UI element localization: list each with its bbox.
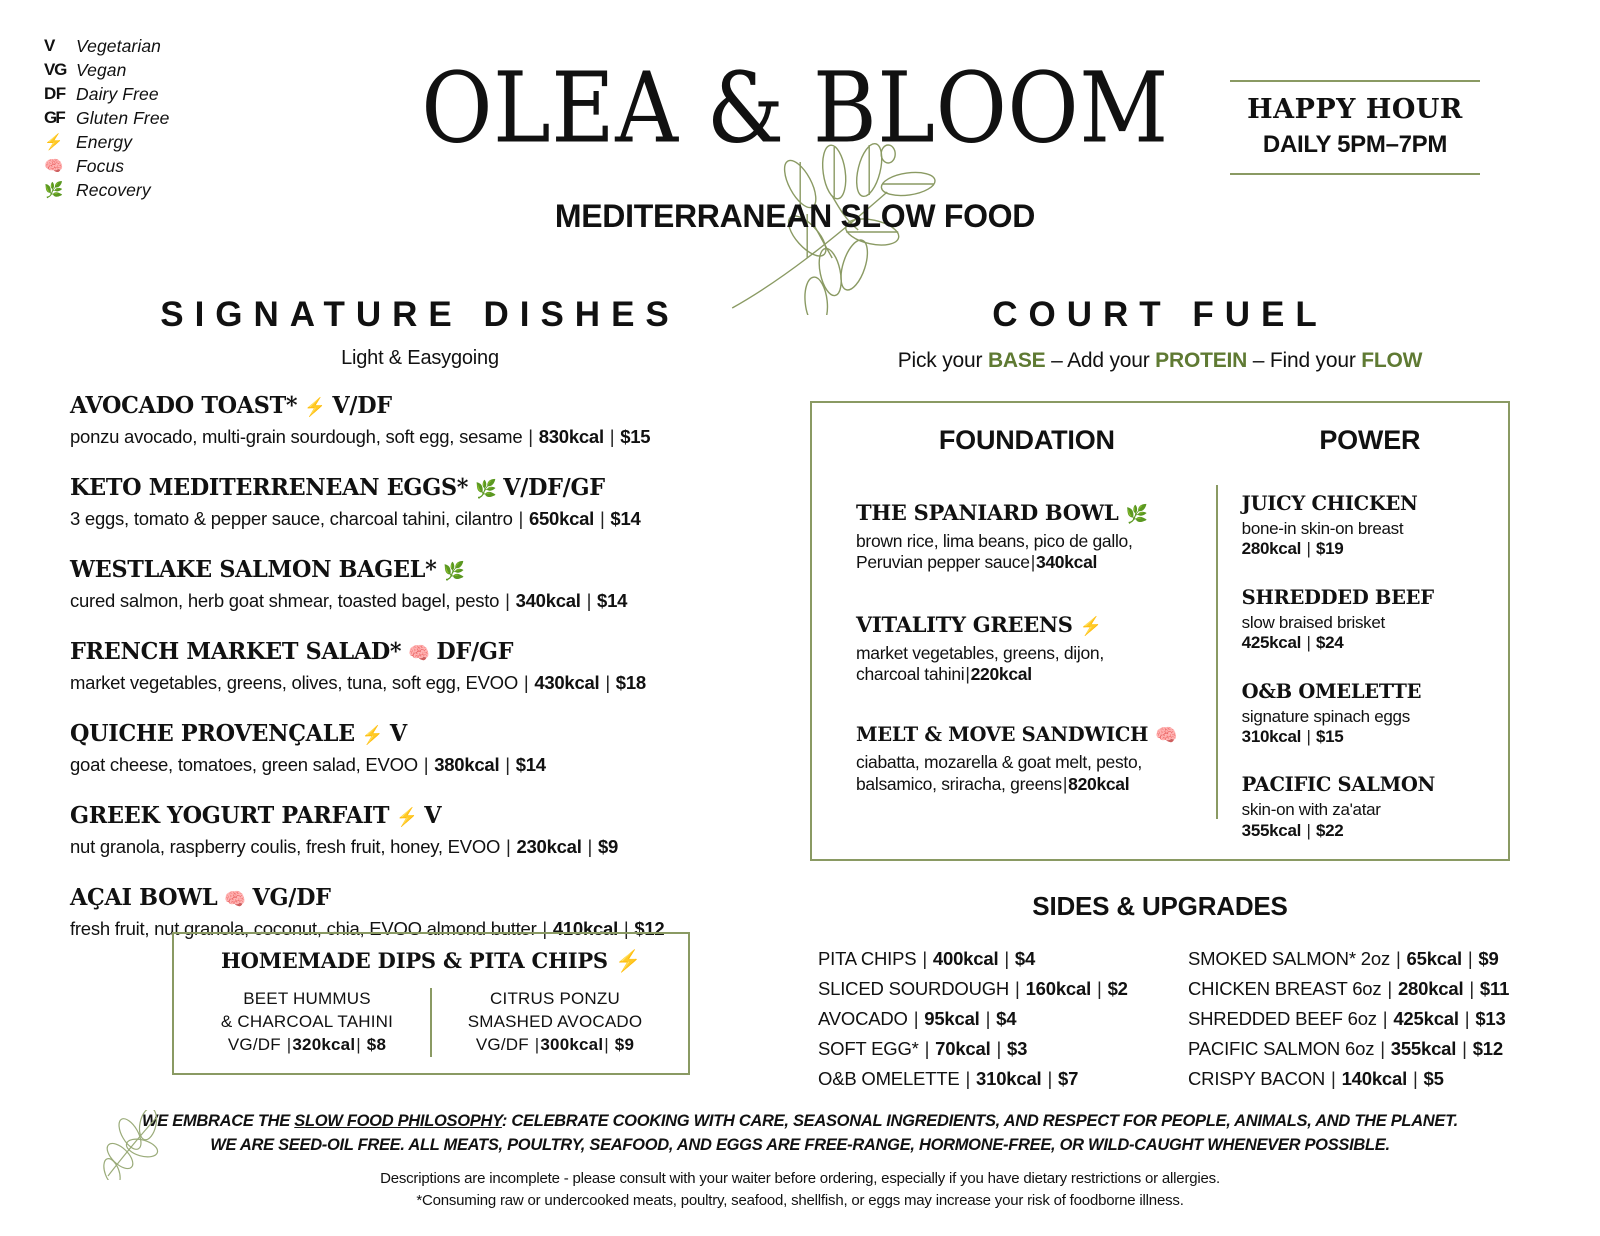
legend-item-gluten-free xyxy=(44,106,170,130)
dish-title: WESTLAKE SALMON BAGEL* xyxy=(70,556,437,583)
power-column xyxy=(1216,425,1508,859)
legend-label-vegetarian: Vegetarian xyxy=(76,35,161,56)
dish-price: $12 xyxy=(634,918,665,939)
dish-price: $15 xyxy=(620,426,651,447)
side-calories: 160kcal xyxy=(1025,977,1092,999)
separator: | xyxy=(913,1007,924,1029)
philosophy-post: : CELEBRATE COOKING WITH CARE, SEASONAL INGREDIENTS, AND RESPECT FOR PEOPLE, ANIMALS, AND THE PLANET. xyxy=(501,1112,1458,1130)
dish-ingredients: 3 eggs, tomato & pepper sauce, charcoal tahini, cilantro xyxy=(70,508,518,529)
court-fuel-flow-word: FLOW xyxy=(1361,349,1423,372)
dish-diet-icon: ⚡ xyxy=(361,725,384,745)
dish-ingredients: goat cheese, tomatoes, green salad, EVOO xyxy=(70,754,423,775)
dip-meta xyxy=(432,1034,678,1057)
side-calories: 400kcal xyxy=(932,948,999,969)
separator: | xyxy=(523,672,534,693)
foundation-calories: 340kcal xyxy=(1035,552,1098,573)
side-row xyxy=(818,974,1140,1004)
side-row xyxy=(1188,1064,1510,1094)
power-calories: 310kcal xyxy=(1241,726,1302,746)
philosophy-line1 xyxy=(0,1110,1600,1134)
side-name: CHICKEN BREAST 6oz xyxy=(1188,977,1387,999)
power-calories: 280kcal xyxy=(1241,539,1302,559)
side-price: $5 xyxy=(1423,1067,1444,1089)
power-item xyxy=(1242,586,1498,654)
foundation-desc-line2 xyxy=(856,774,1198,795)
side-calories: 355kcal xyxy=(1390,1037,1457,1059)
dish-title: KETO MEDITERRENEAN EGGS* xyxy=(70,474,469,501)
dips-title-text: HOMEMADE DIPS & PITA CHIPS xyxy=(221,948,608,973)
dish-name xyxy=(70,392,749,419)
legend-item-energy xyxy=(44,130,170,154)
dish-diet-icon: 🧠 xyxy=(408,643,430,663)
side-name: CRISPY BACON xyxy=(1188,1067,1331,1089)
dip-price: $8 xyxy=(366,1034,387,1054)
separator: | xyxy=(1042,1067,1057,1089)
power-item-meta xyxy=(1242,539,1498,559)
power-item-name: JUICY CHICKEN xyxy=(1241,492,1418,515)
dish-diet-icon: 🧠 xyxy=(224,889,246,909)
restaurant-title: OLEA & BLOOM xyxy=(421,50,1169,166)
focus-brain-icon: 🧠 xyxy=(44,157,64,175)
power-item-meta xyxy=(1242,821,1498,841)
side-row xyxy=(818,1004,1140,1034)
power-item-description xyxy=(1242,800,1498,841)
disclaimer-line2: *Consuming raw or undercooked meats, poultry, seafood, shellfish, or eggs may increase your risk of foodborne illness. xyxy=(416,1191,1184,1209)
dish-name xyxy=(70,884,749,911)
happy-hour-hours: DAILY 5PM–7PM xyxy=(1262,131,1448,158)
side-calories: 310kcal xyxy=(976,1067,1042,1089)
legend-item-vegan xyxy=(44,58,170,82)
side-name: SOFT EGG* xyxy=(818,1037,924,1059)
side-calories: 70kcal xyxy=(935,1037,991,1059)
side-calories: 425kcal xyxy=(1393,1007,1459,1029)
side-name: AVOCADO xyxy=(818,1007,913,1029)
foundation-item-title: THE SPANIARD BOWL xyxy=(856,500,1119,525)
foundation-item-description xyxy=(856,643,1198,686)
energy-bolt-icon: ⚡ xyxy=(44,133,64,151)
separator: | xyxy=(924,1037,935,1059)
foundation-item-name xyxy=(856,500,1198,525)
legend-item-recovery xyxy=(44,178,170,202)
dish-description xyxy=(70,836,770,858)
dish-calories: 340kcal xyxy=(515,590,581,611)
dish-calories: 410kcal xyxy=(552,918,618,939)
legend-item-dairy-free xyxy=(44,82,170,106)
separator: | xyxy=(528,426,538,447)
legend-label-recovery: Recovery xyxy=(76,179,151,200)
recovery-herb-icon: 🌿 xyxy=(44,181,64,199)
separator: | xyxy=(500,754,515,775)
dish-ingredients: nut granola, raspberry coulis, fresh fruit, honey, EVOO xyxy=(70,836,506,857)
legend-label-vegan: Vegan xyxy=(76,59,127,80)
separator: | xyxy=(1380,1037,1390,1059)
dish-diet-tags: VG/DF xyxy=(252,884,331,911)
side-price: $13 xyxy=(1475,1007,1506,1029)
dish-diet-icon: 🌿 xyxy=(443,561,465,581)
separator: | xyxy=(1331,1067,1341,1089)
dip-name-line1: BEET HUMMUS xyxy=(243,989,371,1008)
sides-left-column xyxy=(810,944,1140,1094)
foundation-desc-line1: brown rice, lima beans, pico de gallo, xyxy=(856,531,1133,551)
separator: | xyxy=(1062,773,1068,794)
power-item-meta xyxy=(1242,633,1498,653)
dish-description xyxy=(70,754,770,776)
power-heading: POWER xyxy=(1319,425,1421,455)
dish-calories: 830kcal xyxy=(538,426,604,447)
foundation-item-title: MELT & MOVE SANDWICH xyxy=(856,723,1149,747)
dish-price: $9 xyxy=(597,836,619,857)
dips-title xyxy=(184,948,678,974)
power-item xyxy=(1242,773,1498,841)
dish-name xyxy=(70,720,749,747)
power-price: $15 xyxy=(1316,726,1344,746)
dish-title: AVOCADO TOAST* xyxy=(70,392,298,419)
side-calories: 280kcal xyxy=(1397,977,1464,999)
legend-tag-df: DF xyxy=(44,84,66,103)
dish-item xyxy=(70,638,770,694)
separator: | xyxy=(999,948,1014,969)
dish-item xyxy=(70,556,770,612)
philosophy-statement xyxy=(0,1110,1600,1158)
philosophy-line2: WE ARE SEED-OIL FREE. ALL MEATS, POULTRY, SEAFOOD, AND EGGS ARE FREE-RANGE, HORMONE-FREE, OR WILD-CAUGHT WHENEVER POSSIBLE. xyxy=(210,1135,1390,1154)
foundation-item-title: VITALITY GREENS xyxy=(856,611,1073,637)
separator: | xyxy=(1092,977,1107,999)
separator: | xyxy=(1408,1067,1423,1089)
dip-name-line2: & CHARCOAL TAHINI xyxy=(220,1011,394,1031)
separator: | xyxy=(1462,948,1478,969)
side-row xyxy=(818,1034,1140,1064)
separator: | xyxy=(356,1034,366,1054)
foundation-calories: 220kcal xyxy=(970,664,1032,685)
power-desc-text: signature spinach eggs xyxy=(1241,706,1410,726)
court-fuel-section xyxy=(810,295,1510,1094)
side-row xyxy=(1188,1004,1510,1034)
legend-tag-v: V xyxy=(44,36,55,55)
foundation-desc-line2 xyxy=(856,552,1198,573)
dips-columns xyxy=(184,988,678,1057)
dip-calories: 320kcal xyxy=(292,1034,356,1054)
power-desc-text: slow braised brisket xyxy=(1241,612,1385,632)
dish-item xyxy=(70,474,770,530)
separator: | xyxy=(582,836,597,857)
foundation-desc-rest: charcoal tahini xyxy=(856,664,965,685)
foundation-calories: 820kcal xyxy=(1068,773,1130,794)
side-calories: 95kcal xyxy=(924,1007,980,1029)
philosophy-underline: SLOW FOOD PHILOSOPHY xyxy=(294,1112,502,1130)
restaurant-subtitle: MEDITERRANEAN SLOW FOOD xyxy=(554,197,1036,234)
side-row xyxy=(1188,974,1510,1004)
dip-price: $9 xyxy=(614,1034,635,1054)
side-calories: 140kcal xyxy=(1341,1067,1408,1089)
separator: | xyxy=(1030,552,1035,573)
dip-diet-tags: VG/DF xyxy=(227,1034,286,1054)
dish-name xyxy=(70,556,749,583)
separator: | xyxy=(1015,977,1025,999)
dish-ingredients: ponzu avocado, multi-grain sourdough, soft egg, sesame xyxy=(70,426,528,447)
side-row xyxy=(818,1064,1140,1094)
signature-dishes-section xyxy=(70,295,770,940)
dish-name xyxy=(70,802,749,829)
separator: | xyxy=(1464,977,1479,999)
side-price: $12 xyxy=(1472,1037,1503,1059)
dish-diet-tags: V xyxy=(389,720,407,747)
separator: | xyxy=(581,590,597,611)
foundation-diet-icon: ⚡ xyxy=(1079,615,1102,636)
court-fuel-sub-part3: – Find your xyxy=(1247,349,1362,372)
dish-diet-tags: V/DF xyxy=(332,392,392,419)
separator: | xyxy=(618,918,634,939)
legend-label-energy: Energy xyxy=(76,131,133,152)
side-calories: 65kcal xyxy=(1406,948,1462,969)
side-row xyxy=(818,944,1140,974)
court-fuel-subtitle xyxy=(810,349,1510,373)
dish-list xyxy=(70,392,770,940)
dip-name-line1: CITRUS PONZU xyxy=(490,989,620,1008)
foundation-item xyxy=(856,723,1198,795)
foundation-item-name xyxy=(856,612,1198,637)
separator: | xyxy=(1302,633,1315,653)
foundation-desc-line1: market vegetables, greens, dijon, xyxy=(856,642,1104,663)
olive-sprig-icon xyxy=(100,1110,168,1185)
separator: | xyxy=(505,590,515,611)
dish-title: GREEK YOGURT PARFAIT xyxy=(70,802,390,829)
court-fuel-base-word: BASE xyxy=(987,349,1046,372)
dish-ingredients: fresh fruit, nut granola, coconut, chia, EVOO almond butter xyxy=(70,918,542,939)
disclaimer-line1: Descriptions are incomplete - please consult with your waiter before ordering, especially if you have dietary restrictions or allergies. xyxy=(380,1169,1220,1187)
energy-bolt-icon: ⚡ xyxy=(615,948,641,973)
separator: | xyxy=(1302,726,1315,746)
dish-price: $14 xyxy=(610,508,641,529)
power-price: $19 xyxy=(1316,539,1344,559)
dish-price: $14 xyxy=(515,754,546,775)
power-calories: 355kcal xyxy=(1241,820,1302,840)
dish-description xyxy=(70,590,770,612)
court-fuel-title: COURT FUEL xyxy=(992,295,1328,334)
side-name: PACIFIC SALMON 6oz xyxy=(1188,1037,1380,1059)
separator: | xyxy=(1395,948,1406,969)
happy-hour-badge xyxy=(1230,80,1480,175)
dish-name xyxy=(70,638,749,665)
side-name: SMOKED SALMON* 2oz xyxy=(1188,948,1395,969)
dip-item xyxy=(430,988,678,1057)
legend-item-vegetarian xyxy=(44,34,170,58)
dish-calories: 650kcal xyxy=(528,508,595,529)
power-calories: 425kcal xyxy=(1241,633,1302,653)
court-fuel-box xyxy=(810,401,1510,861)
separator: | xyxy=(1302,539,1315,559)
dish-item xyxy=(70,392,770,448)
legend-label-gluten-free: Gluten Free xyxy=(76,107,170,128)
dip-diet-tags: VG/DF xyxy=(475,1034,534,1054)
dietary-legend xyxy=(44,34,170,202)
sides-right-column xyxy=(1140,944,1510,1094)
foundation-item-description xyxy=(856,531,1198,574)
legend-item-focus xyxy=(44,154,170,178)
separator: | xyxy=(991,1037,1007,1059)
separator: | xyxy=(965,664,970,685)
dip-name-line2: SMASHED AVOCADO xyxy=(467,1011,643,1031)
separator: | xyxy=(965,1067,976,1089)
separator: | xyxy=(506,836,516,857)
side-price: $11 xyxy=(1479,977,1510,999)
brand-header xyxy=(400,50,1190,248)
court-fuel-protein-word: PROTEIN xyxy=(1155,349,1248,372)
dish-diet-tags: DF/GF xyxy=(436,638,514,665)
signature-dishes-title: SIGNATURE DISHES xyxy=(160,295,680,334)
side-name: SHREDDED BEEF 6oz xyxy=(1188,1007,1382,1029)
happy-hour-title: HAPPY HOUR xyxy=(1247,94,1463,125)
separator: | xyxy=(600,672,615,693)
side-name: O&B OMELETTE xyxy=(818,1067,965,1089)
power-item-description xyxy=(1242,707,1498,748)
separator: | xyxy=(1459,1007,1475,1029)
side-row xyxy=(1188,1034,1510,1064)
dish-description xyxy=(70,508,770,530)
side-price: $9 xyxy=(1478,948,1499,969)
power-item-name: O&B OMELETTE xyxy=(1241,679,1422,703)
dish-item xyxy=(70,802,770,858)
sides-title: SIDES & UPGRADES xyxy=(1032,891,1288,921)
side-price: $4 xyxy=(1014,948,1036,969)
separator: | xyxy=(1387,977,1397,999)
side-price: $4 xyxy=(996,1007,1017,1029)
dish-calories: 230kcal xyxy=(516,836,582,857)
separator: | xyxy=(1302,820,1315,840)
foundation-diet-icon: 🧠 xyxy=(1155,725,1178,746)
separator: | xyxy=(1457,1037,1472,1059)
power-desc-text: skin-on with za'atar xyxy=(1241,800,1381,820)
side-row xyxy=(1188,944,1510,974)
foundation-item xyxy=(856,500,1198,574)
separator: | xyxy=(518,508,528,529)
dish-item xyxy=(70,720,770,776)
separator: | xyxy=(595,508,610,529)
foundation-item-name xyxy=(856,723,1198,746)
side-price: $2 xyxy=(1107,977,1128,999)
philosophy-pre: WE EMBRACE THE xyxy=(142,1112,295,1130)
power-desc-text: bone-in skin-on breast xyxy=(1241,519,1404,538)
dish-name xyxy=(70,474,749,501)
dish-calories: 380kcal xyxy=(434,754,500,775)
dish-price: $18 xyxy=(615,672,646,693)
legend-tag-vg: VG xyxy=(44,60,67,79)
power-item xyxy=(1242,680,1498,748)
separator: | xyxy=(980,1007,996,1029)
separator: | xyxy=(286,1034,292,1054)
signature-dishes-subtitle: Light & Easygoing xyxy=(341,347,499,369)
power-price: $22 xyxy=(1316,820,1344,840)
foundation-desc-line1: ciabatta, mozarella & goat melt, pesto, xyxy=(856,752,1142,773)
power-price: $24 xyxy=(1316,633,1344,653)
dish-diet-tags: V/DF/GF xyxy=(503,474,605,501)
dip-meta xyxy=(184,1034,430,1057)
foundation-desc-rest: balsamico, sriracha, greens xyxy=(856,773,1062,794)
side-price: $3 xyxy=(1007,1037,1028,1059)
separator: | xyxy=(604,426,620,447)
separator: | xyxy=(604,1034,614,1054)
dish-diet-icon: ⚡ xyxy=(396,807,418,827)
dip-item xyxy=(184,988,430,1057)
foundation-heading: FOUNDATION xyxy=(938,425,1115,455)
foundation-item xyxy=(856,612,1198,686)
dish-ingredients: market vegetables, greens, olives, tuna, soft egg, EVOO xyxy=(70,672,523,693)
power-item-name: SHREDDED BEEF xyxy=(1241,585,1434,609)
separator: | xyxy=(542,918,552,939)
dish-diet-icon: 🌿 xyxy=(474,479,497,499)
dish-calories: 430kcal xyxy=(534,672,600,693)
separator: | xyxy=(423,754,434,775)
power-item-description xyxy=(1242,519,1498,560)
foundation-desc-rest: Peruvian pepper sauce xyxy=(856,552,1030,573)
foundation-list xyxy=(856,500,1198,795)
dish-title: FRENCH MARKET SALAD* xyxy=(70,638,402,665)
separator: | xyxy=(922,948,932,969)
dish-description xyxy=(70,672,770,694)
separator: | xyxy=(534,1034,540,1054)
foundation-column xyxy=(812,425,1216,859)
dip-calories: 300kcal xyxy=(540,1034,604,1054)
power-item-description xyxy=(1242,613,1498,654)
separator: | xyxy=(1382,1007,1393,1029)
court-fuel-sub-part2: – Add your xyxy=(1045,349,1156,372)
side-name: SLICED SOURDOUGH xyxy=(818,977,1015,999)
legend-tag-gf: GF xyxy=(44,108,65,127)
power-item xyxy=(1242,492,1498,560)
dish-ingredients: cured salmon, herb goat shmear, toasted bagel, pesto xyxy=(70,590,505,611)
foundation-item-description xyxy=(856,752,1198,795)
sides-columns xyxy=(810,944,1510,1094)
dish-diet-tags: V xyxy=(424,802,442,829)
dips-box xyxy=(172,932,690,1075)
dish-price: $14 xyxy=(597,590,628,611)
power-list xyxy=(1242,492,1498,841)
dish-diet-icon: ⚡ xyxy=(304,397,326,417)
dish-description xyxy=(70,426,770,448)
legend-label-focus: Focus xyxy=(76,155,125,176)
dish-title: QUICHE PROVENÇALE xyxy=(70,720,355,747)
disclaimer-text xyxy=(0,1168,1600,1212)
foundation-desc-line2 xyxy=(856,664,1198,685)
power-item-meta xyxy=(1242,727,1498,747)
side-price: $7 xyxy=(1058,1067,1079,1089)
power-item-name: PACIFIC SALMON xyxy=(1241,773,1436,797)
legend-label-dairy-free: Dairy Free xyxy=(76,83,159,104)
menu-footer xyxy=(0,1110,1600,1211)
foundation-diet-icon: 🌿 xyxy=(1125,504,1148,524)
court-fuel-sub-part1: Pick your xyxy=(897,349,988,372)
side-name: PITA CHIPS xyxy=(818,948,922,969)
dish-title: AÇAI BOWL xyxy=(70,884,218,911)
